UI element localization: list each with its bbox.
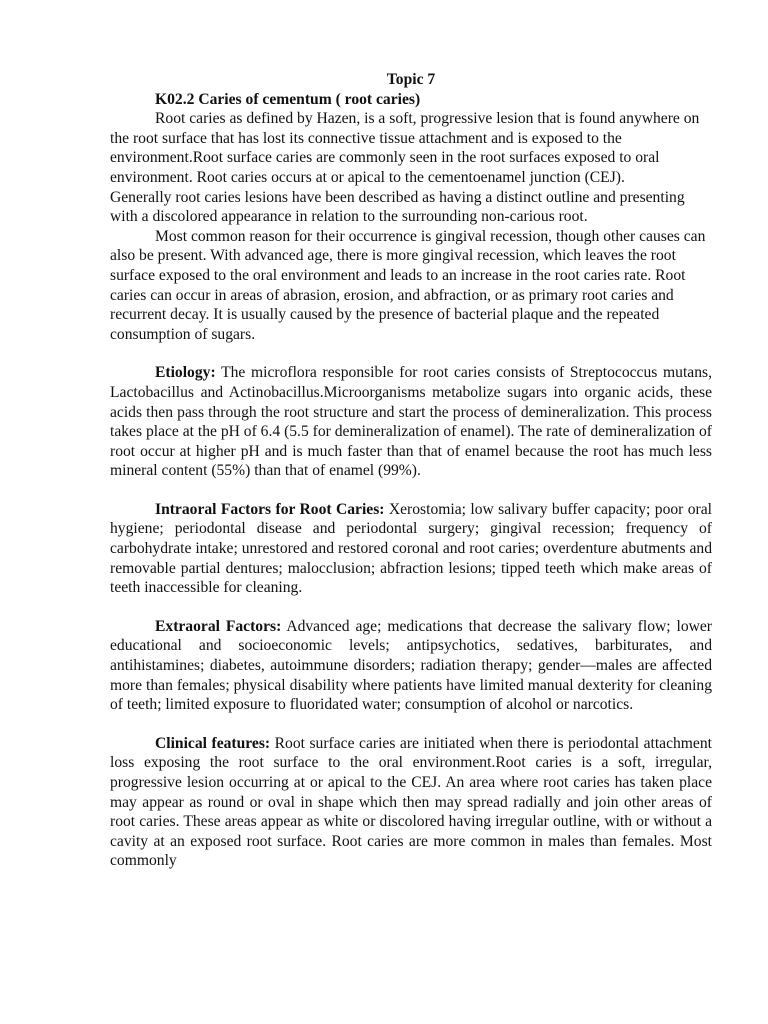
extraoral-text: Advanced age; medications that decrease the salivary flow; lower educational and socioeconomic levels; antipsychotics, sedatives, barbiturates, and antihistamines; diabetes, autoimmune disorders; radiation therapy; gender—males are affected more than females; physical disability where patients have limited manual dexterity for cleaning of teeth; limited exposure to fluoridated water; consumption of alcohol or narcotics. [110,617,712,714]
clinical-text: Root surface caries are initiated when there is periodontal attachment loss exposing the root surface to the oral environment.Root caries is a soft, irregular, progressive lesion occurring at or apical to the CEJ. An area where root caries has taken place may appear as round or oval in shape which then may spread radially and join other areas of root caries. These areas appear as white or discolored having irregular outline, with or without a cavity at an exposed root surface. Root caries are more common in males than females. Most commonly [110,734,712,870]
intraoral-text: Xerostomia; low salivary buffer capacity; poor oral hygiene; periodontal disease and periodontal surgery; gingival recession; frequency of carbohydrate intake; unrestored and restored coronal and root caries; overdenture abutments and removable partial dentures; malocclusion; abfraction lesions; tipped teeth which make areas of teeth inaccessible for cleaning. [110,500,712,597]
intraoral-label: Intraoral Factors for Root Caries: [155,500,385,518]
etiology-label: Etiology: [155,364,216,382]
clinical-label: Clinical features: [155,734,271,752]
intro-paragraph-1: Root caries as defined by Hazen, is a soft, progressive lesion that is found anywhere on the root surface that has lost its connective tissue attachment and is exposed to the environment.Root surface caries are commonly seen in the root surfaces exposed to oral environment. Root caries occurs at or apical to the cementoenamel junction (CEJ). [110,110,700,186]
intro-paragraph-3: Most common reason for their occurrence is gingival recession, though other causes can also be present. With advanced age, there is more gingival recession, which leaves the root surface exposed to the oral environment and leads to an increase in the root caries rate. Root caries can occur in areas of abrasion, erosion, and abfraction, or as primary root caries and recurrent decay. It is usually caused by the presence of bacterial plaque and the repeated consumption of sugars. [110,227,706,343]
etiology-paragraph [110,363,712,481]
section-heading: K02.2 Caries of cementum ( root caries) [155,90,421,108]
intraoral-paragraph [110,500,712,598]
topic-title: Topic 7 [386,71,436,88]
extraoral-paragraph [110,617,712,715]
extraoral-label: Extraoral Factors: [155,617,282,635]
intro-paragraph-2: Generally root caries lesions have been described as having a distinct outline and presenting with a discolored appearance in relation to the surrounding non-carious root. [110,188,685,226]
document-page [110,70,712,871]
clinical-paragraph [110,734,712,871]
etiology-text: The microflora responsible for root caries consists of Streptococcus mutans, Lactobacillus and Actinobacillus.Microorganisms metabolize sugars into organic acids, these acids then pass through the root structure and start the process of demineralization. This process takes place at the pH of 6.4 (5.5 for demineralization of enamel). The rate of demineralization of root occur at higher pH and is much faster than that of enamel because the root has much less mineral content (55%) than that of enamel (99%). [110,364,712,480]
